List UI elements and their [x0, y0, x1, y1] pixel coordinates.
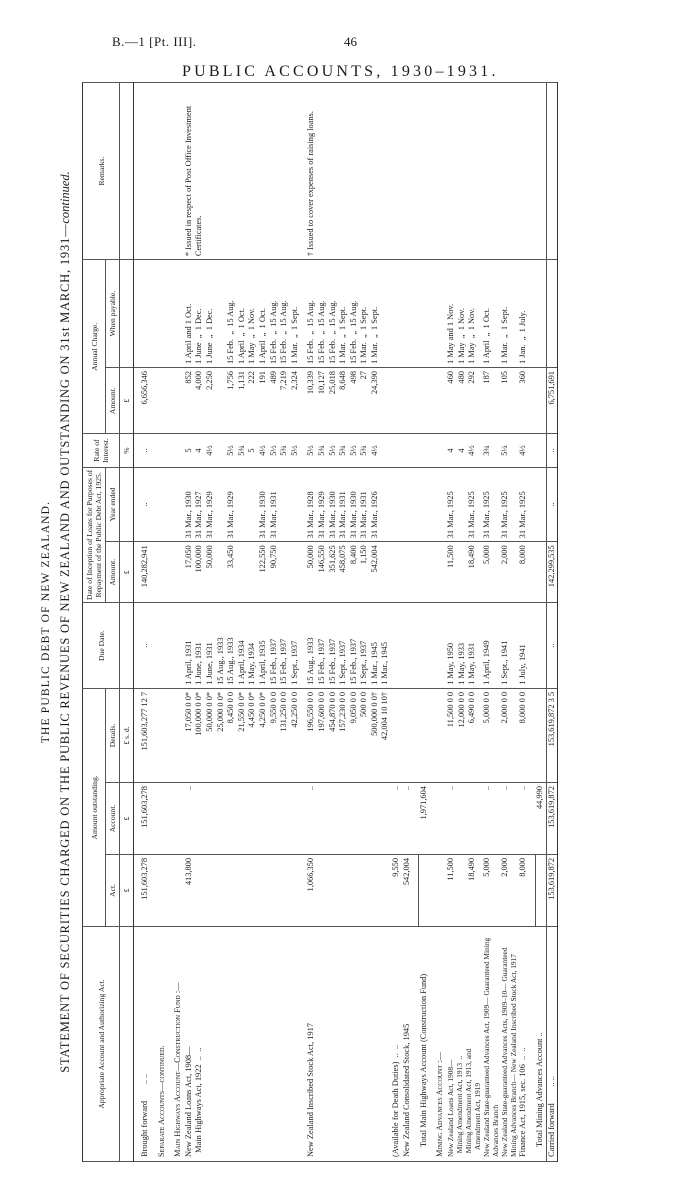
- cell-when: [140, 260, 151, 368]
- section-heading: Separate Accounts—continued.: [157, 926, 168, 1161]
- cell-year: ..: [546, 467, 558, 542]
- cell-act: 5,000: [482, 854, 500, 926]
- cell-annual: 105: [500, 368, 518, 434]
- page-number: 46: [344, 34, 357, 49]
- col-header-annual-amount: Amount.: [106, 368, 120, 434]
- cell-annual: 6,751,691: [546, 368, 558, 434]
- cell-annual: 10,339 10,127 25,018 8,648 498 27 24,390: [306, 368, 391, 434]
- row-label: Total Main Highways Account (Construction Fund): [419, 926, 430, 1161]
- col-header-inception: Date of Inception of Loans for Purposes of Repayment of the Public Debt Act, 1925.: [83, 467, 106, 603]
- unit-annual: £: [120, 368, 134, 434]
- cell-account: 1,971,604: [419, 783, 430, 855]
- cell-year: 31 Mar., 1930 31 Mar., 1927 31 Mar., 1929 31 Mar., 1929 31 Mar., 1930 31 Mar., 1931: [184, 467, 301, 542]
- cell-due: 15 Aug., 1933 15 Feb., 1937 15 Feb., 1937 1 Sept., 1937 15 Feb., 1937 1 Sept., 1937 1 Mar., 1945 1 Mar., 1945: [306, 603, 391, 689]
- cell-details: 196,550 0 0 197,600 0 0 454,870 0 0 157,230 0 0 9,050 0 0 500 0 0 500,000 0 0† 42,004 10 10†: [306, 688, 391, 782]
- table-subtitle: [58, 82, 73, 1162]
- row-label: New Zealand Loans Act, 1908— Main Highways Act, 1922 .. ..: [184, 926, 301, 1161]
- cell-inc-amount: 8,000: [518, 542, 529, 603]
- col-header-inception-amount: Amount.: [106, 542, 120, 603]
- cell-account: ..: [391, 783, 402, 855]
- cell-when: 1 April and 1 Oct. 1 June „ 1 Dec. 1 June „ 1 Dec. 15 Feb. „ 15 Aug. 1 April „ 1 Oct. 1 May „ 1 Nov. 1 April „ 1 Oct. 15 Feb. „ 15 Aug. 15 Feb. „ 15 Aug. 1 Mar. „ 1 Sept.: [184, 260, 301, 368]
- table-row-death-duties: [391, 83, 402, 1162]
- col-header-account: Appropriate Account and Authorizing Act.: [83, 926, 120, 1161]
- cell-account: 44,990: [535, 783, 546, 855]
- unit-year: [120, 467, 134, 542]
- table-row-consolidated-stock: [402, 83, 413, 1162]
- cell-rate: 4½: [518, 434, 529, 467]
- cell-act: 151,603,278: [140, 854, 151, 926]
- cell-details: 151,603,277 12 7: [140, 688, 151, 782]
- col-header-amount-outstanding: Amount outstanding.: [83, 688, 106, 926]
- cell-annual: 187: [482, 368, 500, 434]
- row-label: Brought forward .. ..: [140, 926, 151, 1161]
- cell-account: ..: [402, 783, 413, 855]
- cell-details: 17,050 0 0* 100,000 0 0* 50,000 0 0* 25,000 0 0* 8,450 0 0 21,550 0 0* 4,450 0 0* 4,250 0 0* 9,550 0 0 131,250 0 0 42,250 0 0: [184, 688, 301, 782]
- table-row-group-2: [306, 83, 391, 1162]
- table-row-group-1: [184, 83, 301, 1162]
- cell-year: 31 Mar., 1925: [482, 467, 500, 542]
- cell-annual: 460 480 292: [446, 368, 482, 434]
- table-row-total-mining: [535, 83, 546, 1162]
- table-row-group-4: [482, 83, 500, 1162]
- cell-rate: ..: [140, 434, 151, 467]
- cell-account: 151,603,278: [140, 783, 151, 855]
- cell-details: 11,500 0 0 12,000 0 0 6,490 0 0: [446, 688, 482, 782]
- unit-due: [120, 603, 134, 689]
- cell-when: 1 May and 1 Nov. 1 May „ 1 Nov. 1 May „ 1 Nov.: [446, 260, 482, 368]
- table-row-carried-forward: [546, 83, 558, 1162]
- unit-rate: %: [120, 434, 134, 467]
- subsection-heading: Main Highways Account—Construction Fund :—: [173, 926, 184, 1161]
- cell-rate: 5¼: [500, 434, 518, 467]
- cell-rate: ..: [546, 434, 558, 467]
- row-label: New Zealand Inscribed Stock Act, 1917: [306, 926, 391, 1161]
- cell-act: 11,500 18,490: [446, 854, 482, 926]
- rotated-table-region: [40, 82, 660, 1162]
- subsection-heading: Mining Advances Account :—: [435, 926, 446, 1161]
- subtitle-text: STATEMENT OF SECURITIES CHARGED ON THE PUBLIC REVENUES OF NEW ZEALAND AND OUTSTANDING ON 31st MARCH, 1931—: [58, 223, 72, 1073]
- cell-remarks: † Issued to cover expenses of raising loans.: [306, 83, 391, 260]
- cell-account: 153,619,872: [546, 783, 558, 855]
- page-title: PUBLIC ACCOUNTS, 1930–1931.: [182, 63, 499, 80]
- unit-details: £ s. d.: [120, 688, 134, 782]
- table-row-group-6: [518, 83, 529, 1162]
- row-label: New Zealand Loans Act, 1908— Mining Amendment Act, 1913 .. Mining Amendment Act, 1913, and Amendment Act, 1919: [446, 926, 482, 1161]
- cell-inc-amount: 140,282,941: [140, 542, 151, 603]
- securities-table: [82, 82, 558, 1162]
- table-row-total-main-highways: [419, 83, 430, 1162]
- cell-details: 2,000 0 0: [500, 688, 518, 782]
- unit-blank: [120, 926, 134, 1161]
- cell-inc-amount: 11,500 18,490: [446, 542, 482, 603]
- cell-annual: 852 4,000 2,250 1,756 1,131 222 191 489 7,219 2,324: [184, 368, 301, 434]
- cell-account: ..: [306, 783, 391, 855]
- cell-due: 1 April, 1949: [482, 603, 500, 689]
- unit-inception: £: [120, 542, 134, 603]
- row-label: New Zealand Consolidated Stock, 1945: [402, 926, 413, 1161]
- cell-due: 1 July, 1941: [518, 603, 529, 689]
- col-header-act: Act.: [106, 854, 120, 926]
- cell-details: 5,000 0 0: [482, 688, 500, 782]
- cell-inc-amount: 142,299,535: [546, 542, 558, 603]
- table-row-brought-forward: [140, 83, 151, 1162]
- table-row-group-5: [500, 83, 518, 1162]
- cell-remarks: * Issued in respect of Post Office Investment Certificates.: [184, 83, 301, 260]
- cell-year: 31 Mar., 1925: [500, 467, 518, 542]
- cell-due: ..: [546, 603, 558, 689]
- cell-annual: 360: [518, 368, 529, 434]
- unit-account: £: [120, 783, 134, 855]
- cell-rate: 4 4 4½: [446, 434, 482, 467]
- row-label: New Zealand State-guaranteed Advances Act, 1909— Guaranteed Mining Advances Branch: [482, 926, 500, 1161]
- col-header-rate: Rate of Interest.: [83, 434, 120, 467]
- cell-act: 542,004: [402, 854, 413, 926]
- cell-year: ..: [140, 467, 151, 542]
- col-header-annual-charge: Annual Charge.: [83, 260, 106, 434]
- table-row-group-3: [446, 83, 482, 1162]
- cell-when: 1 Mar. „ 1 Sept.: [500, 260, 518, 368]
- cell-when: 1 April „ 1 Oct.: [482, 260, 500, 368]
- cell-when: 1 Jan. „ 1 July.: [518, 260, 529, 368]
- table-title: THE PUBLIC DEBT OF NEW ZEALAND.: [40, 500, 52, 744]
- col-header-details: Details.: [106, 688, 120, 782]
- cell-rate: 3¾: [482, 434, 500, 467]
- cell-inc-amount: 17,050 100,000 50,000 33,450 122,550 90,750: [184, 542, 301, 603]
- row-label: New Zealand State-guaranteed Advances Acts, 1909–10— Guaranteed Mining Advances Branch— New Zealand Inscribed Stock Act, 1917: [500, 926, 518, 1161]
- cell-act: 153,619,872: [546, 854, 558, 926]
- cell-account: ..: [184, 783, 301, 855]
- col-header-due-date: Due Date.: [83, 603, 120, 689]
- cell-details: 153,619,872 3 5: [546, 688, 558, 782]
- cell-act: 8,000: [518, 854, 529, 926]
- col-header-remarks: Remarks.: [83, 83, 120, 260]
- cell-when: 15 Feb. „ 15 Aug. 15 Feb. „ 15 Aug. 15 Feb. „ 15 Aug. 1 Mar. „ 1 Sept. 15 Feb. „ 15 Aug. 1 Mar. „ 1 Sept. 1 Mar. „ 1 Sept.: [306, 260, 391, 368]
- table-row-main-highways: [173, 83, 184, 1162]
- unit-act: £: [120, 854, 134, 926]
- cell-due: 1 April, 1931 1 June, 1931 1 June, 1931 15 Aug., 1933 15 Aug., 1933 1 April, 1934 1 May, 1934 1 April, 1935 15 Feb., 1937 15 Feb., 1937 1 Sept., 1937: [184, 603, 301, 689]
- row-label: Carried forward .. ..: [546, 926, 558, 1161]
- cell-rate: 5 4 4½ 5½ 5¾ 5 4½ 5½ 5¾ 5½: [184, 434, 301, 467]
- cell-account: ..: [482, 783, 500, 855]
- cell-details: 8,000 0 0: [518, 688, 529, 782]
- unit-remarks: [120, 83, 134, 260]
- cell-inc-amount: 2,000: [500, 542, 518, 603]
- cell-account: ..: [518, 783, 529, 855]
- cell-inc-amount: 50,000 146,550 351,625 458,075 8,400 1,150 542,004: [306, 542, 391, 603]
- cell-annual: 6,656,346: [140, 368, 151, 434]
- cell-year: 31 Mar., 1925 31 Mar., 1925: [446, 467, 482, 542]
- cell-account: ..: [446, 783, 482, 855]
- subtitle-continued: continued.: [58, 171, 72, 224]
- row-label: Total Mining Advances Account ..: [535, 926, 546, 1161]
- cell-act: 9,550: [391, 854, 402, 926]
- cell-due: 1 May, 1950 1 May, 1933 1 May, 1931: [446, 603, 482, 689]
- unit-when: [120, 260, 134, 368]
- col-header-account-amount: Account.: [106, 783, 120, 855]
- cell-act: 413,800: [184, 854, 301, 926]
- col-header-year-ended: Year ended: [106, 467, 120, 542]
- col-header-when-payable: When payable.: [106, 260, 120, 368]
- table-row-mining-advances: [435, 83, 446, 1162]
- cell-account: ..: [500, 783, 518, 855]
- cell-remarks: [140, 83, 151, 260]
- cell-act: 2,000: [500, 854, 518, 926]
- cell-due: ..: [140, 603, 151, 689]
- table-row-section: [157, 83, 168, 1162]
- cell-year: 31 Mar., 1925: [518, 467, 529, 542]
- cell-inc-amount: 5,000: [482, 542, 500, 603]
- cell-rate: 5½ 5¾ 5½ 5¾ 5½ 5¾ 4½: [306, 434, 391, 467]
- cell-year: 31 Mar., 1928 31 Mar., 1929 31 Mar., 1930 31 Mar., 1931 31 Mar., 1930 31 Mar., 1931 31 Mar., 1926: [306, 467, 391, 542]
- cell-due: 1 Sept., 1941: [500, 603, 518, 689]
- row-label: Finance Act, 1915, sec. 106 .. ..: [518, 926, 529, 1161]
- cell-act: 1,066,350: [306, 854, 391, 926]
- page-header-ref: B.—1 [Pt. III].: [112, 34, 197, 49]
- row-label: (Available for Death Duties) .. ..: [391, 926, 402, 1161]
